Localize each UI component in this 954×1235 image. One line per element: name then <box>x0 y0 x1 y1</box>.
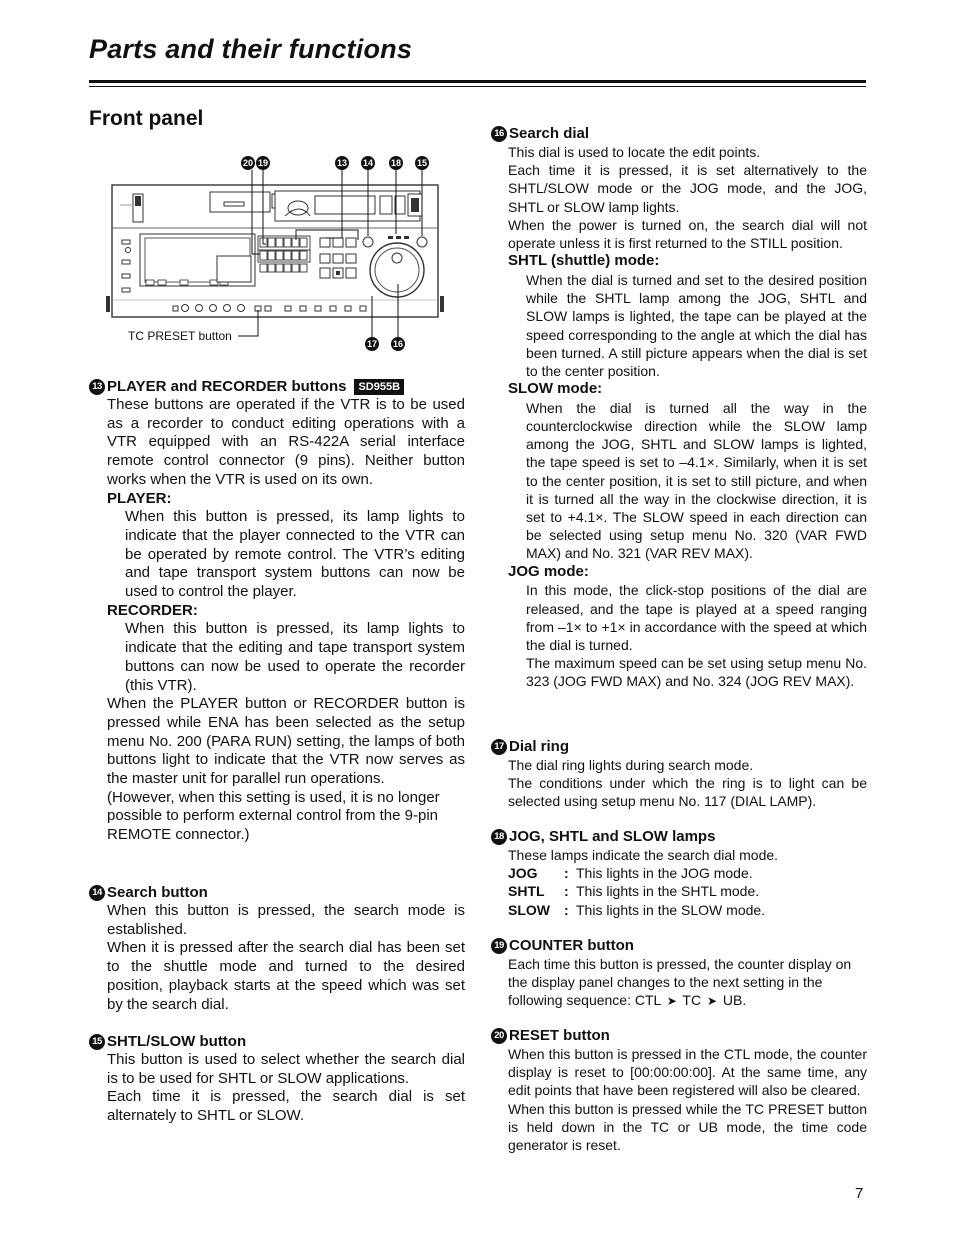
callout-17: 17 <box>366 339 378 349</box>
lamp-name: SLOW <box>508 901 550 918</box>
item-14-title: Search button <box>107 884 208 901</box>
item-18-heading <box>491 827 867 846</box>
callout-13: 13 <box>336 158 348 168</box>
item-16-p1: This dial is used to locate the edit points. <box>508 144 761 160</box>
title-rule-thin <box>89 86 866 87</box>
item-16-heading <box>491 124 867 143</box>
item-16-number: 16 <box>491 126 507 142</box>
callout-19: 19 <box>257 158 269 168</box>
item-17-p1: The dial ring lights during search mode. <box>508 757 754 773</box>
item-19 <box>491 936 867 1011</box>
item-14 <box>89 883 465 1014</box>
item-19-p1 <box>491 955 867 1011</box>
item-20-p1: When this button is pressed in the CTL mode, the counter display is reset to [00:00:00:00]. At the same time, any edit points that have been registered will also be cleared. <box>508 1046 867 1099</box>
jog-mode-text-2: The maximum speed can be set using setup menu No. 323 (JOG FWD MAX) and No. 324 (JOG REV MAX). <box>526 655 867 690</box>
player-text: When this button is pressed, its lamp lights to indicate that the player connected to the VTR can be operated by remote control. The VTR’s editing and tape transport system buttons can now be used to control the player. <box>125 508 465 601</box>
lamp-name: JOG <box>508 865 538 882</box>
item-15-heading <box>89 1032 465 1051</box>
callout-16: 16 <box>392 339 404 349</box>
item-13-number: 13 <box>89 379 105 395</box>
lamp-desc: This lights in the SLOW mode. <box>576 901 766 918</box>
item-17 <box>491 737 867 811</box>
tc-preset-label: TC PRESET button <box>128 329 232 343</box>
arrow-right-icon: ➤ <box>666 994 677 1009</box>
item-15-title: SHTL/SLOW button <box>107 1033 247 1050</box>
item-19-text: Each time this button is pressed, the counter display on the display panel changes to the next setting in the following sequence: CTL <box>508 956 852 1009</box>
recorder-text: When this button is pressed, its lamp lights to indicate that the editing and tape transport system buttons can now be used to operate the recorder (this VTR). <box>125 620 465 694</box>
model-badge: SD955B <box>354 379 404 395</box>
seq-tc: TC <box>682 992 702 1009</box>
lamp-colon: : <box>564 883 569 900</box>
lamp-name: SHTL <box>508 883 545 900</box>
item-20-heading <box>491 1026 867 1045</box>
item-18-p1: These lamps indicate the search dial mode. <box>508 847 779 863</box>
item-13-title: PLAYER and RECORDER buttons <box>107 378 347 395</box>
lamp-row-slow <box>491 901 867 919</box>
page-title: Parts and their functions <box>89 34 413 64</box>
item-17-p2: The conditions under which the ring is to light can be selected using setup menu No. 117 (DIAL LAMP). <box>508 775 867 810</box>
lamp-colon: : <box>564 865 569 882</box>
item-14-p1: When this button is pressed, the search mode is established. <box>107 902 465 938</box>
shtl-mode-text: When the dial is turned and set to the desired position while the SHTL lamp among the JOG, SHTL and SLOW lamps is lighted, the tape can be played at the speed corresponding to the angle at which the dial has been turned. A still picture appears when the dial is set to the center position. <box>526 271 867 379</box>
item-18 <box>491 827 867 919</box>
item-13-heading <box>89 377 465 396</box>
item-13-intro: These buttons are operated if the VTR is to be used as a recorder to conduct editing operations with a VTR equipped with an RS-422A serial interface remote control connector (9 pins). Neither button works when the VTR is used on its own. <box>107 396 465 488</box>
item-18-title: JOG, SHTL and SLOW lamps <box>509 828 716 845</box>
jog-mode-label: JOG mode: <box>508 562 589 580</box>
recorder-label: RECORDER: <box>107 601 198 619</box>
item-14-heading <box>89 883 465 902</box>
item-20-number: 20 <box>491 1028 507 1044</box>
section-heading: Front panel <box>89 107 204 130</box>
item-17-heading <box>491 737 867 756</box>
callout-15: 15 <box>416 158 428 168</box>
shtl-mode-label: SHTL (shuttle) mode: <box>508 252 660 270</box>
slow-mode-text: When the dial is turned all the way in the counterclockwise direction while the SLOW lamp among the JOG, SHTL and SLOW lamps is lighted, the tape speed is set to –4.1×. Similarly, when it is set to the center position, it is set to still picture, and when it is turned all the way in the clockwise direction, it is set to +4.1×. The SLOW speed in each direction can be selected using setup menu No. 320 (VAR FWD MAX) and No. 321 (VAR REV MAX). <box>526 399 867 562</box>
para-run-text: When the PLAYER button or RECORDER button is pressed while ENA has been selected as the setup menu No. 200 (PARA RUN) setting, the lamps of both buttons light to indicate that the VTR now serves as the master unit for parallel run operations. <box>107 695 465 788</box>
lamp-row-jog <box>491 864 867 882</box>
item-19-heading <box>491 936 867 955</box>
item-14-p2: When it is pressed after the search dial has been set to the shuttle mode and turned to the desired position, playback starts at the speed which was set by the search dial. <box>107 939 465 1013</box>
callout-14: 14 <box>362 158 374 168</box>
seq-ub: UB. <box>722 992 747 1009</box>
front-panel-diagram <box>100 150 460 360</box>
callout-20: 20 <box>242 158 254 168</box>
slow-mode-label: SLOW mode: <box>508 380 603 398</box>
item-17-number: 17 <box>491 739 507 755</box>
item-20-p2: When this button is pressed while the TC PRESET button is held down in the TC or UB mode, the time code generator is reset. <box>508 1100 867 1154</box>
item-16-p2: Each time it is pressed, it is set alternatively to the SHTL/SLOW mode or the JOG mode, and the JOG, SHTL or SLOW lamp lights. <box>508 162 867 215</box>
item-14-number: 14 <box>89 885 105 901</box>
callout-18: 18 <box>390 158 402 168</box>
lamp-row-shtl <box>491 882 867 900</box>
lamp-desc: This lights in the JOG mode. <box>576 865 753 882</box>
title-rule-thick <box>89 80 866 83</box>
item-15-number: 15 <box>89 1034 105 1050</box>
item-17-title: Dial ring <box>509 738 570 755</box>
item-15-p2: Each time it is pressed, the search dial is set alternately to SHTL or SLOW. <box>107 1088 465 1125</box>
lamp-colon: : <box>564 901 569 918</box>
para-run-note: (However, when this setting is used, it is no longer possible to perform external control from the 9-pin REMOTE connector.) <box>107 788 440 844</box>
item-16-p3: When the power is turned on, the search dial will not operate unless it is first returned to the STILL position. <box>508 216 867 252</box>
page-number: 7 <box>855 1185 864 1202</box>
item-20-title: RESET button <box>509 1027 610 1044</box>
item-15 <box>89 1032 465 1126</box>
item-19-number: 19 <box>491 938 507 954</box>
item-13 <box>89 377 465 845</box>
item-15-p1: This button is used to select whether the search dial is to be used for SHTL or SLOW applications. <box>107 1051 465 1087</box>
item-18-number: 18 <box>491 829 507 845</box>
lamp-desc: This lights in the SHTL mode. <box>576 883 760 900</box>
item-19-title: COUNTER button <box>509 937 634 954</box>
item-16-title: Search dial <box>509 125 590 142</box>
item-20 <box>491 1026 867 1154</box>
item-16 <box>491 124 867 691</box>
player-label: PLAYER: <box>107 489 172 507</box>
jog-mode-text-1: In this mode, the click-stop positions of the dial are released, and the tape is played at a speed ranging from –1× to +1× in accordance with the speed at which the dial is turned. <box>526 582 867 653</box>
arrow-right-icon: ➤ <box>706 994 718 1009</box>
